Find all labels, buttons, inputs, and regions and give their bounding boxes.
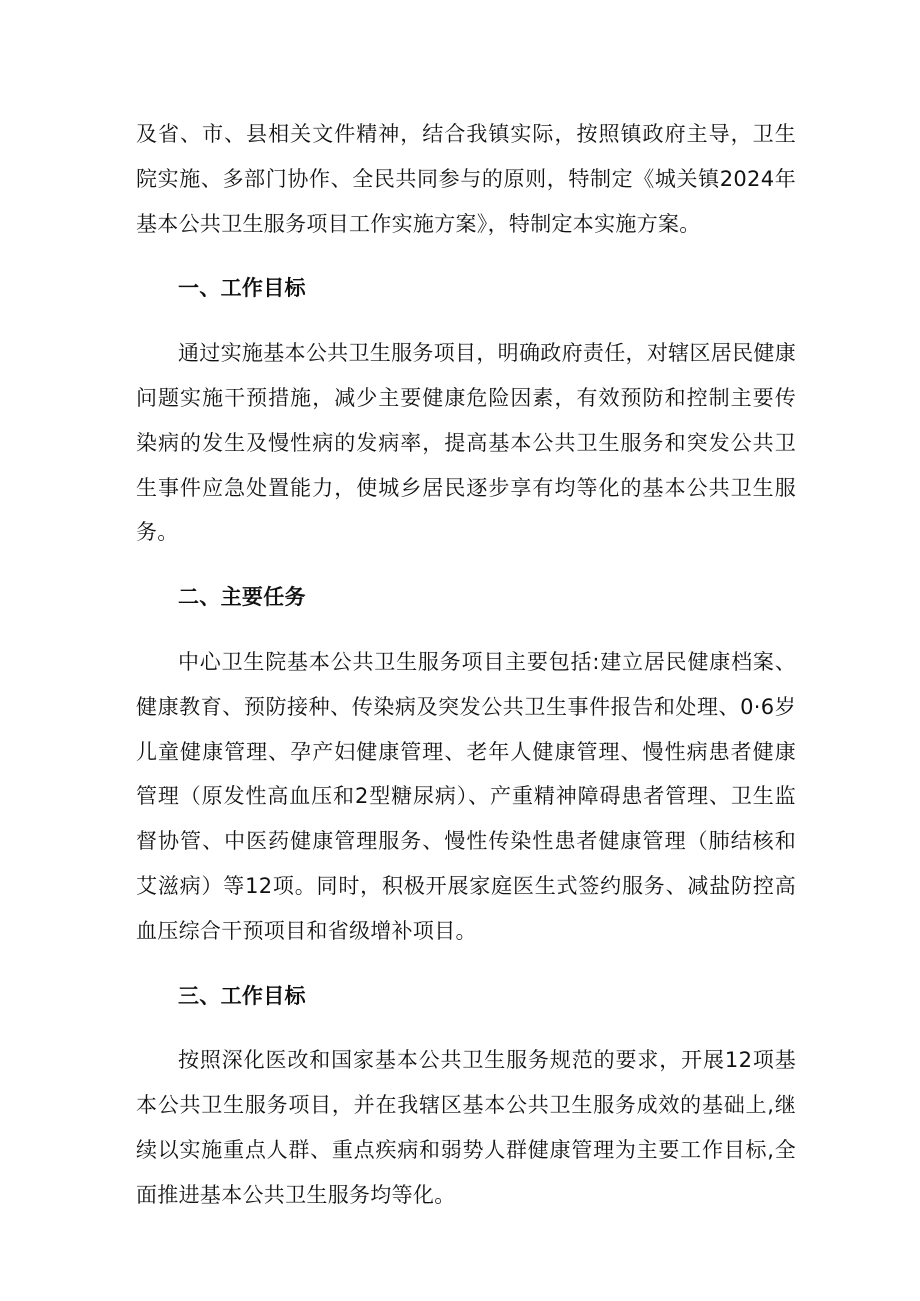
- intro-paragraph: 及省、市、县相关文件精神，结合我镇实际，按照镇政府主导，卫生院实施、多部门协作、全民共同参与的原则，特制定《城关镇2024年基本公共卫生服务项目工作实施方案》，特制定本实施方案。: [136, 122, 796, 236]
- section-heading-main-tasks: 二、主要任务: [178, 585, 306, 610]
- section-body-work-goals: 通过实施基本公共卫生服务项目，明确政府责任，对辖区居民健康问题实施干预措施，减少主要健康危险因素，有效预防和控制主要传染病的发生及慢性病的发病率，提高基本公共卫生服务和突发公共卫生事件应急处置能力，使城乡居民逐步享有均等化的基本公共卫生服务。: [136, 341, 796, 545]
- section-body-main-tasks: 中心卫生院基本公共卫生服务项目主要包括:建立居民健康档案、健康教育、预防接种、传染病及突发公共卫生事件报告和处理、0·6岁儿童健康管理、孕产妇健康管理、老年人健康管理、慢性病患者健康管理（原发性高血压和2型糖尿病）、产重精神障碍患者管理、卫生监督协管、中医药健康管理服务、慢性传染性患者健康管理（肺结核和艾滋病）等12项。同时，积极开展家庭医生式签约服务、减盐防控高血压综合干预项目和省级增补项目。: [136, 649, 796, 943]
- section-body-work-targets: 按照深化医改和国家基本公共卫生服务规范的要求，开展12项基本公共卫生服务项目，并在我辖区基本公共卫生服务成效的基础上,继续以实施重点人群、重点疾病和弱势人群健康管理为主要工作目标,全面推进基本公共卫生服务均等化。: [136, 1048, 796, 1207]
- document-body: [136, 112, 796, 1218]
- section-heading-work-targets: 三、工作目标: [178, 983, 306, 1008]
- section-heading-work-goals: 一、工作目标: [178, 276, 306, 301]
